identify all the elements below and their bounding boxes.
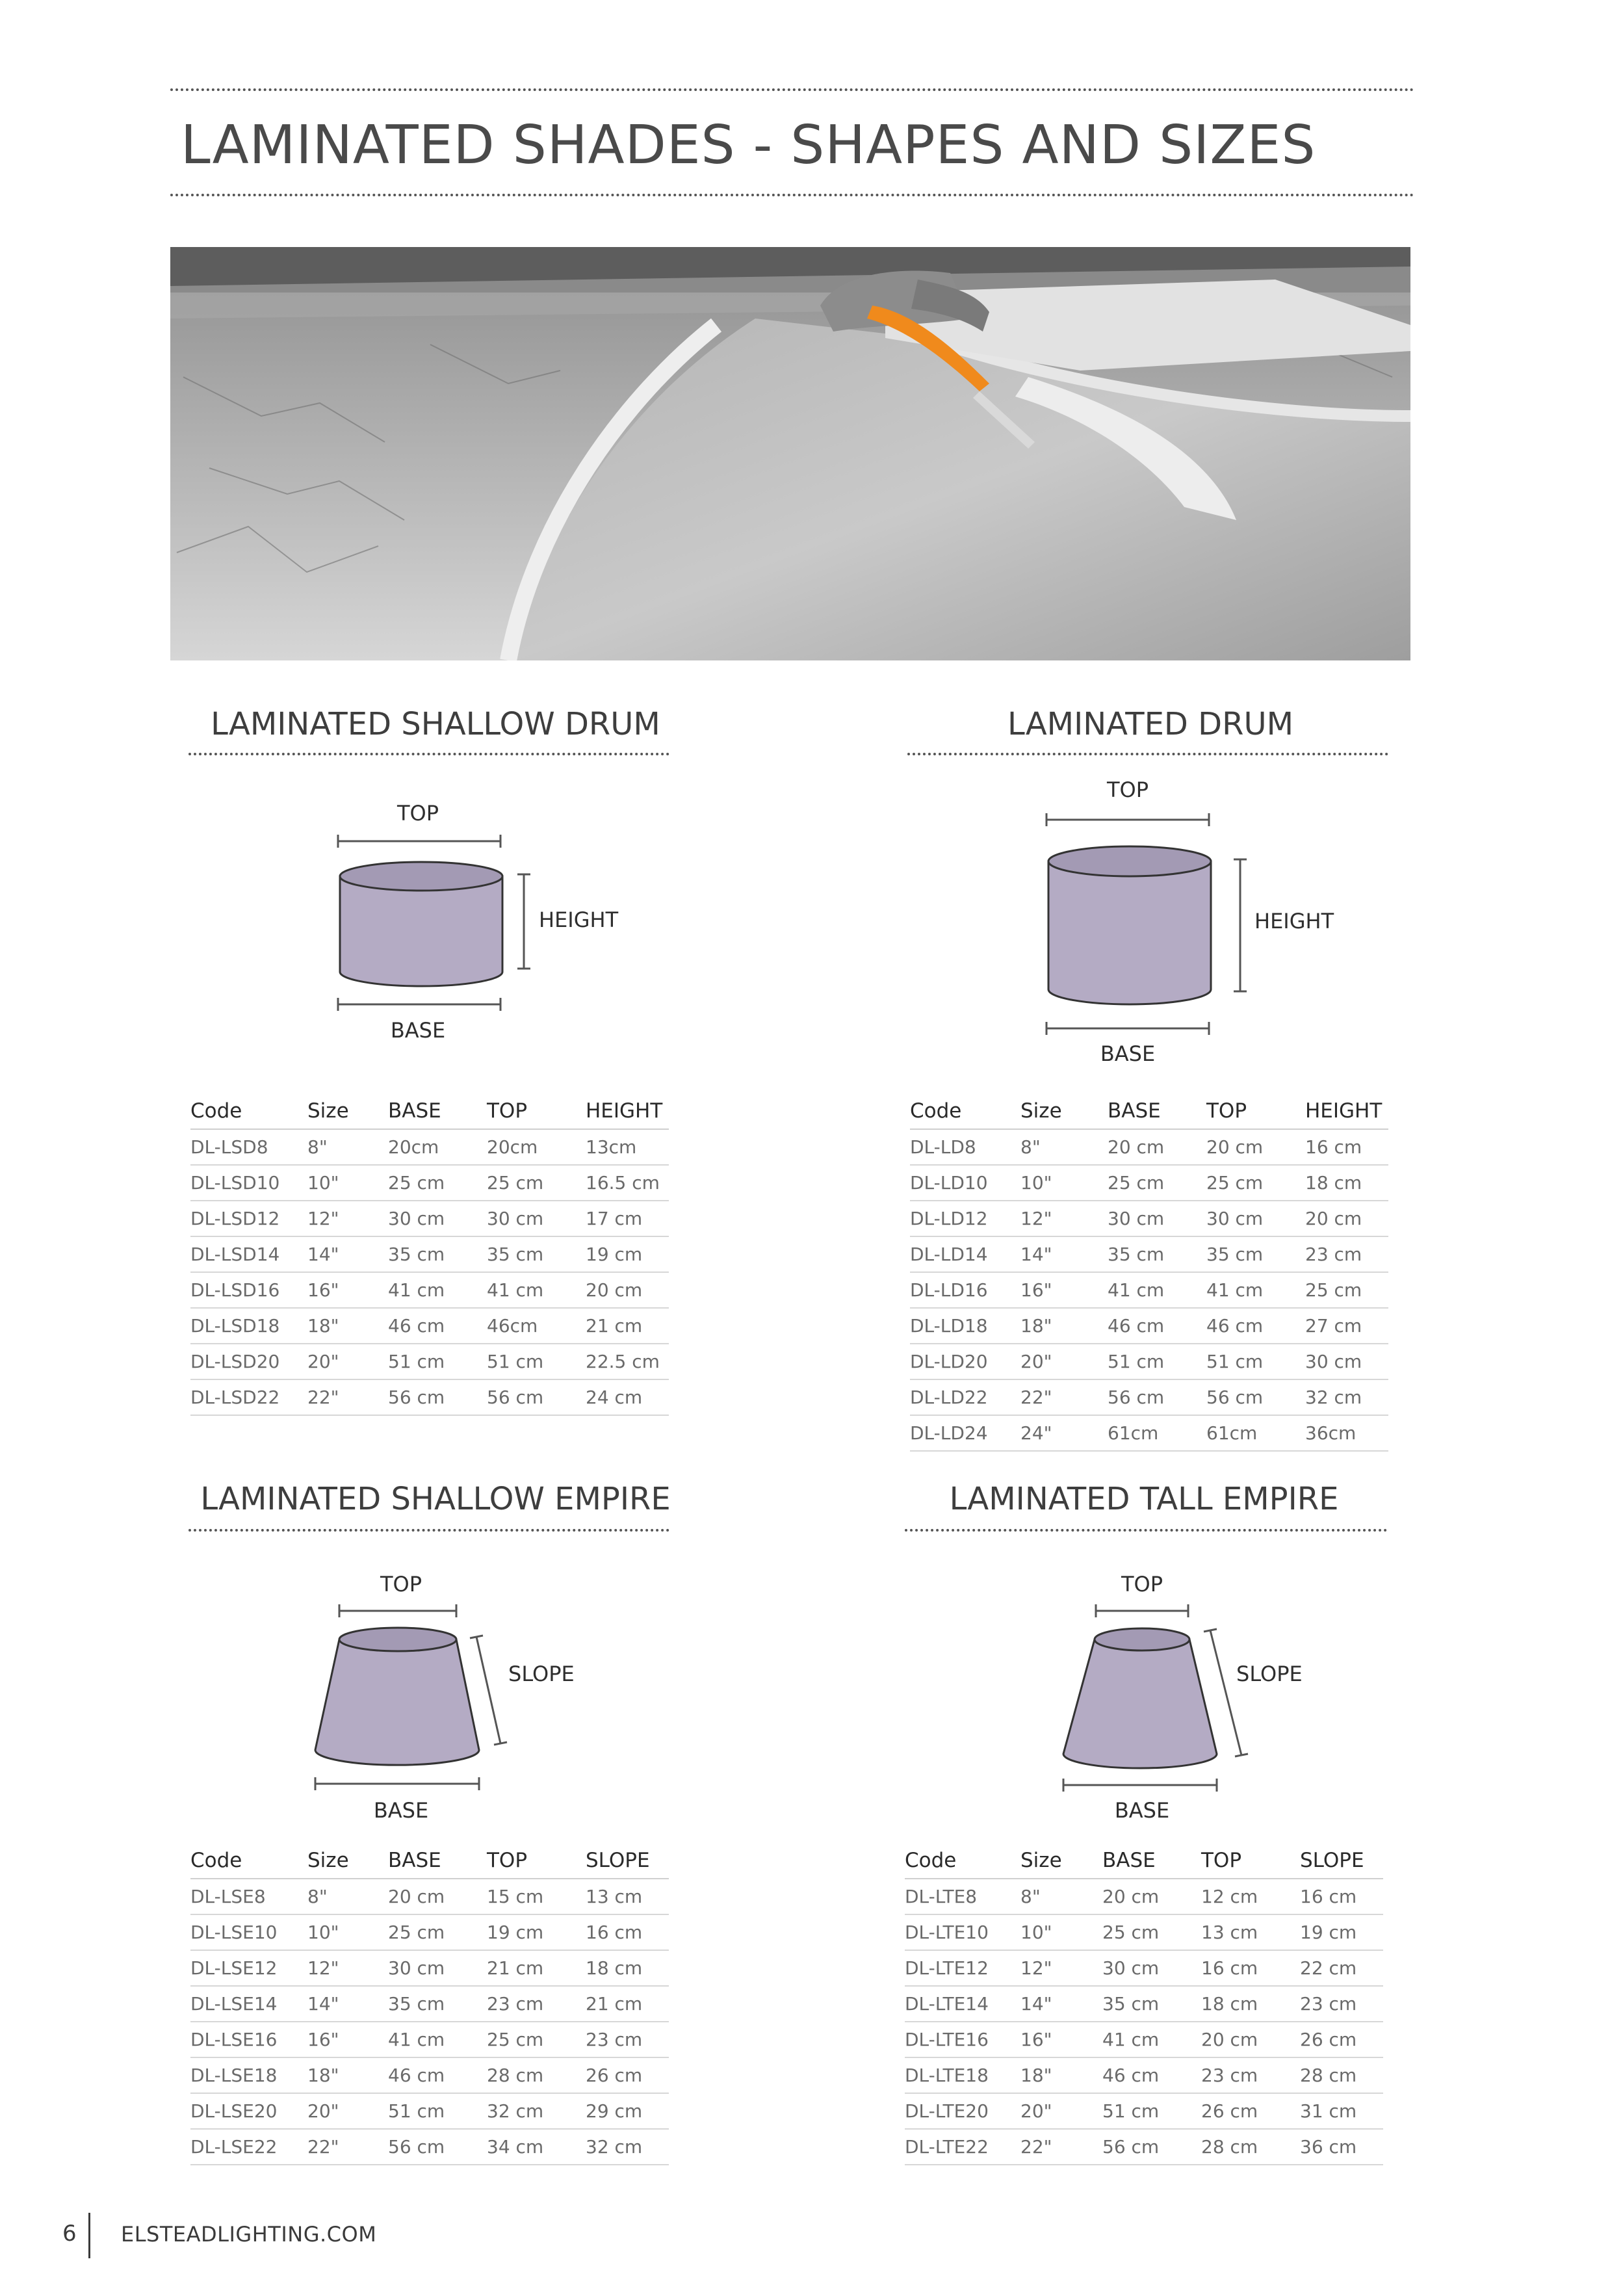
table-row [190, 1308, 669, 1344]
column-header: BASE [1102, 1843, 1201, 1879]
table-cell: 16" [307, 2022, 388, 2057]
table-cell: 12" [307, 1950, 388, 1986]
hero-photo [170, 247, 1410, 660]
product-code-cell: DL-LTE18 [905, 2057, 1020, 2093]
table-cell: 36cm [1305, 1415, 1388, 1451]
table-header-row [910, 1093, 1388, 1129]
table-cell: 20cm [388, 1129, 487, 1165]
column-header: Code [905, 1843, 1020, 1879]
tall-empire-table [905, 1843, 1383, 2165]
table-cell: 19 cm [487, 1914, 586, 1950]
table-cell: 23 cm [1300, 1986, 1383, 2022]
diagram-label-top: TOP [380, 1572, 422, 1597]
table-cell: 20 cm [388, 1879, 487, 1914]
table-cell: 20" [307, 1344, 388, 1379]
table-cell: 30 cm [388, 1201, 487, 1236]
table-cell: 22" [307, 2129, 388, 2165]
table-cell: 14" [1020, 1236, 1108, 1272]
table-row [910, 1272, 1388, 1308]
column-header: HEIGHT [1305, 1093, 1388, 1129]
craft-photo-icon [170, 247, 1410, 660]
table-cell: 19 cm [586, 1236, 669, 1272]
table-cell: 30 cm [487, 1201, 586, 1236]
column-header: BASE [388, 1093, 487, 1129]
table-cell: 51 cm [1108, 1344, 1206, 1379]
table-row [190, 1272, 669, 1308]
column-header: Code [910, 1093, 1020, 1129]
table-row [190, 1201, 669, 1236]
table-cell: 30 cm [388, 1950, 487, 1986]
table-row [190, 2093, 669, 2129]
table-cell: 23 cm [586, 2022, 669, 2057]
table-cell: 22" [307, 1379, 388, 1415]
product-code-cell: DL-LSE14 [190, 1986, 307, 2022]
diagram-label-height: HEIGHT [539, 907, 619, 932]
product-code-cell: DL-LTE14 [905, 1986, 1020, 2022]
table-cell: 27 cm [1305, 1308, 1388, 1344]
table-cell: 46 cm [1206, 1308, 1305, 1344]
table-cell: 12" [307, 1201, 388, 1236]
table-cell: 8" [1020, 1129, 1108, 1165]
table-cell: 14" [307, 1986, 388, 2022]
title-top-divider [170, 88, 1414, 91]
table-cell: 21 cm [586, 1308, 669, 1344]
table-row [905, 2129, 1383, 2165]
product-code-cell: DL-LSE16 [190, 2022, 307, 2057]
diagram-label-base: BASE [1100, 1041, 1156, 1066]
diagram-label-slope: SLOPE [508, 1662, 575, 1686]
footer-divider [88, 2213, 90, 2258]
product-code-cell: DL-LD8 [910, 1129, 1020, 1165]
table-cell: 10" [1020, 1914, 1102, 1950]
table-cell: 10" [1020, 1165, 1108, 1201]
table-cell: 56 cm [1102, 2129, 1201, 2165]
product-code-cell: DL-LSD16 [190, 1272, 307, 1308]
product-code-cell: DL-LSE20 [190, 2093, 307, 2129]
table-row [910, 1308, 1388, 1344]
product-code-cell: DL-LSE12 [190, 1950, 307, 1986]
page-number: 6 [62, 2221, 77, 2247]
table-row [190, 1129, 669, 1165]
table-cell: 17 cm [586, 1201, 669, 1236]
table-cell: 24" [1020, 1415, 1108, 1451]
column-header: TOP [1206, 1093, 1305, 1129]
table-row [905, 1986, 1383, 2022]
table-cell: 35 cm [388, 1236, 487, 1272]
column-header: TOP [487, 1843, 586, 1879]
title-bottom-divider [170, 194, 1414, 196]
table-cell: 46 cm [388, 1308, 487, 1344]
column-header: SLOPE [1300, 1843, 1383, 1879]
column-header: SLOPE [586, 1843, 669, 1879]
section-title-drum: LAMINATED DRUM [1007, 706, 1293, 742]
table-cell: 35 cm [1206, 1236, 1305, 1272]
table-cell: 18 cm [1201, 1986, 1300, 2022]
table-cell: 41 cm [1206, 1272, 1305, 1308]
table-cell: 12 cm [1201, 1879, 1300, 1914]
table-cell: 16 cm [1201, 1950, 1300, 1986]
diagram-label-top: TOP [1121, 1572, 1163, 1597]
table-cell: 21 cm [487, 1950, 586, 1986]
table-cell: 46 cm [1108, 1308, 1206, 1344]
table-row [910, 1236, 1388, 1272]
table-cell: 34 cm [487, 2129, 586, 2165]
table-row [905, 2093, 1383, 2129]
table-header-row [190, 1843, 669, 1879]
table-cell: 13 cm [1201, 1914, 1300, 1950]
column-header: BASE [388, 1843, 487, 1879]
table-row [190, 1986, 669, 2022]
table-cell: 8" [1020, 1879, 1102, 1914]
table-row [910, 1344, 1388, 1379]
table-row [910, 1129, 1388, 1165]
table-cell: 23 cm [487, 1986, 586, 2022]
diagram-label-base: BASE [1114, 1798, 1170, 1823]
table-cell: 20 cm [586, 1272, 669, 1308]
table-row [905, 1914, 1383, 1950]
table-cell: 23 cm [1305, 1236, 1388, 1272]
table-cell: 41 cm [487, 1272, 586, 1308]
section-title-shallow-drum: LAMINATED SHALLOW DRUM [211, 706, 660, 742]
table-row [910, 1201, 1388, 1236]
table-cell: 20 cm [1108, 1129, 1206, 1165]
product-code-cell: DL-LD16 [910, 1272, 1020, 1308]
table-cell: 61cm [1206, 1415, 1305, 1451]
table-cell: 30 cm [1102, 1950, 1201, 1986]
table-row [190, 1879, 669, 1914]
table-cell: 20 cm [1305, 1201, 1388, 1236]
table-cell: 18 cm [586, 1950, 669, 1986]
table-cell: 22" [1020, 1379, 1108, 1415]
table-row [190, 1379, 669, 1415]
column-header: BASE [1108, 1093, 1206, 1129]
table-row [190, 1236, 669, 1272]
table-row [905, 2022, 1383, 2057]
table-cell: 46 cm [1102, 2057, 1201, 2093]
diagram-label-top: TOP [1106, 777, 1149, 802]
product-code-cell: DL-LTE22 [905, 2129, 1020, 2165]
product-code-cell: DL-LSE18 [190, 2057, 307, 2093]
shallow-empire-diagram [286, 1560, 650, 1833]
table-cell: 30 cm [1108, 1201, 1206, 1236]
table-row [905, 1950, 1383, 1986]
table-cell: 26 cm [1201, 2093, 1300, 2129]
table-cell: 41 cm [1102, 2022, 1201, 2057]
table-cell: 36 cm [1300, 2129, 1383, 2165]
diagram-label-top: TOP [396, 801, 439, 826]
table-row [190, 1344, 669, 1379]
table-row [190, 2022, 669, 2057]
table-row [905, 2057, 1383, 2093]
table-cell: 56 cm [388, 1379, 487, 1415]
table-cell: 32 cm [487, 2093, 586, 2129]
table-cell: 29 cm [586, 2093, 669, 2129]
table-cell: 61cm [1108, 1415, 1206, 1451]
table-cell: 35 cm [388, 1986, 487, 2022]
product-code-cell: DL-LTE10 [905, 1914, 1020, 1950]
table-row [905, 1879, 1383, 1914]
column-header: HEIGHT [586, 1093, 669, 1129]
table-cell: 18 cm [1305, 1165, 1388, 1201]
table-row [190, 1950, 669, 1986]
table-cell: 25 cm [487, 2022, 586, 2057]
product-code-cell: DL-LTE12 [905, 1950, 1020, 1986]
table-cell: 8" [307, 1879, 388, 1914]
page-title: LAMINATED SHADES - SHAPES AND SIZES [181, 114, 1316, 176]
table-cell: 20 cm [1201, 2022, 1300, 2057]
product-code-cell: DL-LSD14 [190, 1236, 307, 1272]
table-cell: 22" [1020, 2129, 1102, 2165]
table-cell: 25 cm [1305, 1272, 1388, 1308]
table-cell: 56 cm [1206, 1379, 1305, 1415]
footer-website: ELSTEADLIGHTING.COM [121, 2222, 377, 2247]
drum-diagram [994, 774, 1358, 1073]
column-header: Size [1020, 1843, 1102, 1879]
table-row [190, 2129, 669, 2165]
table-row [190, 2057, 669, 2093]
product-code-cell: DL-LSE8 [190, 1879, 307, 1914]
table-cell: 31 cm [1300, 2093, 1383, 2129]
table-cell: 16" [1020, 2022, 1102, 2057]
table-cell: 22.5 cm [586, 1344, 669, 1379]
table-cell: 20" [1020, 1344, 1108, 1379]
table-cell: 18" [1020, 2057, 1102, 2093]
table-cell: 19 cm [1300, 1914, 1383, 1950]
product-code-cell: DL-LD14 [910, 1236, 1020, 1272]
table-header-row [190, 1093, 669, 1129]
table-row [910, 1379, 1388, 1415]
table-cell: 25 cm [1108, 1165, 1206, 1201]
column-header: Size [307, 1093, 388, 1129]
product-code-cell: DL-LD22 [910, 1379, 1020, 1415]
table-cell: 25 cm [1206, 1165, 1305, 1201]
table-cell: 56 cm [487, 1379, 586, 1415]
table-header-row [905, 1843, 1383, 1879]
diagram-label-height: HEIGHT [1254, 909, 1334, 933]
product-code-cell: DL-LSD22 [190, 1379, 307, 1415]
table-cell: 26 cm [586, 2057, 669, 2093]
column-header: Size [1020, 1093, 1108, 1129]
table-cell: 41 cm [1108, 1272, 1206, 1308]
section-title-shallow-empire: LAMINATED SHALLOW EMPIRE [200, 1481, 671, 1517]
table-cell: 51 cm [388, 1344, 487, 1379]
table-cell: 51 cm [487, 1344, 586, 1379]
product-code-cell: DL-LTE20 [905, 2093, 1020, 2129]
diagram-label-base: BASE [390, 1018, 446, 1040]
table-row [190, 1914, 669, 1950]
product-code-cell: DL-LTE16 [905, 2022, 1020, 2057]
column-header: Size [307, 1843, 388, 1879]
section-divider-drum [907, 753, 1388, 755]
table-cell: 20cm [487, 1129, 586, 1165]
table-cell: 22 cm [1300, 1950, 1383, 1986]
product-code-cell: DL-LSD20 [190, 1344, 307, 1379]
table-cell: 21 cm [586, 1986, 669, 2022]
product-code-cell: DL-LD10 [910, 1165, 1020, 1201]
table-row [910, 1415, 1388, 1451]
shallow-drum-table [190, 1093, 669, 1416]
column-header: Code [190, 1093, 307, 1129]
table-cell: 20" [307, 2093, 388, 2129]
table-cell: 28 cm [1300, 2057, 1383, 2093]
product-code-cell: DL-LD12 [910, 1201, 1020, 1236]
product-code-cell: DL-LD18 [910, 1308, 1020, 1344]
table-cell: 16 cm [1305, 1129, 1388, 1165]
product-code-cell: DL-LD20 [910, 1344, 1020, 1379]
shallow-empire-table [190, 1843, 669, 2165]
table-cell: 25 cm [487, 1165, 586, 1201]
table-cell: 32 cm [586, 2129, 669, 2165]
table-cell: 16" [307, 1272, 388, 1308]
table-cell: 35 cm [1102, 1986, 1201, 2022]
drum-table [910, 1093, 1388, 1452]
table-cell: 16 cm [1300, 1879, 1383, 1914]
table-cell: 35 cm [487, 1236, 586, 1272]
table-cell: 8" [307, 1129, 388, 1165]
table-cell: 25 cm [388, 1165, 487, 1201]
table-cell: 16 cm [586, 1914, 669, 1950]
table-cell: 28 cm [1201, 2129, 1300, 2165]
table-cell: 14" [307, 1236, 388, 1272]
table-cell: 51 cm [1102, 2093, 1201, 2129]
table-cell: 32 cm [1305, 1379, 1388, 1415]
table-cell: 10" [307, 1165, 388, 1201]
table-cell: 20 cm [1206, 1129, 1305, 1165]
table-cell: 20 cm [1102, 1879, 1201, 1914]
table-cell: 12" [1020, 1201, 1108, 1236]
table-cell: 30 cm [1305, 1344, 1388, 1379]
shallow-drum-diagram [286, 780, 650, 1040]
product-code-cell: DL-LTE8 [905, 1879, 1020, 1914]
table-cell: 24 cm [586, 1379, 669, 1415]
table-cell: 16.5 cm [586, 1165, 669, 1201]
table-cell: 10" [307, 1914, 388, 1950]
table-cell: 56 cm [1108, 1379, 1206, 1415]
table-cell: 41 cm [388, 1272, 487, 1308]
column-header: Code [190, 1843, 307, 1879]
table-cell: 28 cm [487, 2057, 586, 2093]
column-header: TOP [487, 1093, 586, 1129]
table-cell: 18" [307, 1308, 388, 1344]
table-cell: 16" [1020, 1272, 1108, 1308]
diagram-label-slope: SLOPE [1236, 1662, 1303, 1686]
product-code-cell: DL-LSE22 [190, 2129, 307, 2165]
table-cell: 56 cm [388, 2129, 487, 2165]
table-cell: 23 cm [1201, 2057, 1300, 2093]
table-cell: 51 cm [1206, 1344, 1305, 1379]
section-title-tall-empire: LAMINATED TALL EMPIRE [949, 1481, 1339, 1517]
table-cell: 35 cm [1108, 1236, 1206, 1272]
product-code-cell: DL-LSD10 [190, 1165, 307, 1201]
table-cell: 13 cm [586, 1879, 669, 1914]
table-row [190, 1165, 669, 1201]
product-code-cell: DL-LD24 [910, 1415, 1020, 1451]
table-cell: 46 cm [388, 2057, 487, 2093]
table-cell: 20" [1020, 2093, 1102, 2129]
product-code-cell: DL-LSD8 [190, 1129, 307, 1165]
product-code-cell: DL-LSD12 [190, 1201, 307, 1236]
section-divider-tall-empire [905, 1529, 1387, 1532]
table-cell: 26 cm [1300, 2022, 1383, 2057]
tall-empire-diagram [1027, 1560, 1391, 1833]
table-row [910, 1165, 1388, 1201]
product-code-cell: DL-LSE10 [190, 1914, 307, 1950]
table-cell: 18" [307, 2057, 388, 2093]
product-code-cell: DL-LSD18 [190, 1308, 307, 1344]
column-header: TOP [1201, 1843, 1300, 1879]
diagram-label-base: BASE [373, 1798, 429, 1823]
table-cell: 12" [1020, 1950, 1102, 1986]
table-cell: 46cm [487, 1308, 586, 1344]
table-cell: 51 cm [388, 2093, 487, 2129]
table-cell: 14" [1020, 1986, 1102, 2022]
table-cell: 41 cm [388, 2022, 487, 2057]
table-cell: 13cm [586, 1129, 669, 1165]
table-cell: 25 cm [1102, 1914, 1201, 1950]
section-divider-shallow-drum [188, 753, 669, 755]
table-cell: 30 cm [1206, 1201, 1305, 1236]
table-cell: 18" [1020, 1308, 1108, 1344]
section-divider-shallow-empire [188, 1529, 669, 1532]
table-cell: 25 cm [388, 1914, 487, 1950]
table-cell: 15 cm [487, 1879, 586, 1914]
